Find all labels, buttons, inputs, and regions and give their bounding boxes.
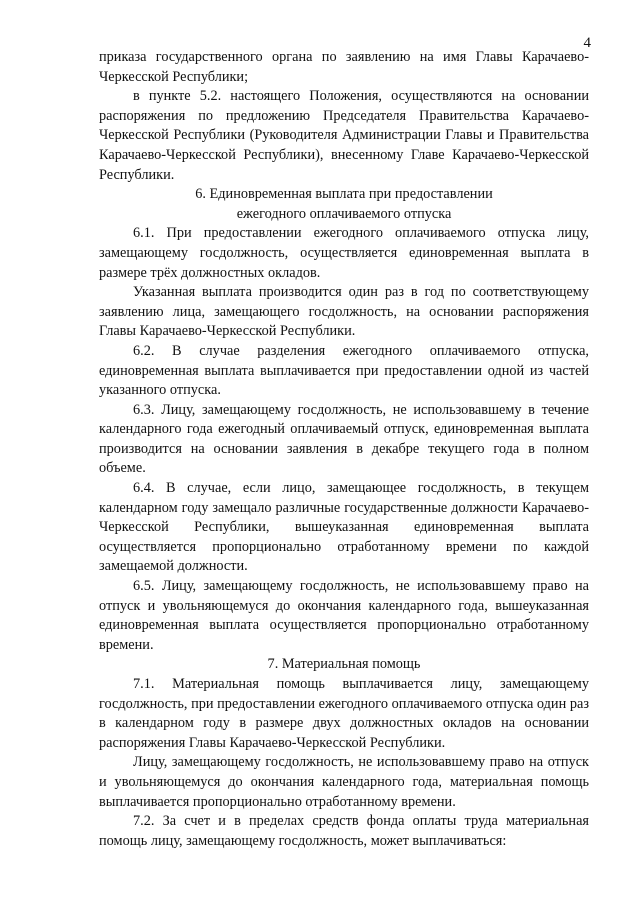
paragraph-6-5: 6.5. Лицу, замещающему госдолжность, не использовавшему право на отпуск и увольняющемуся до окончания календарного года, вышеуказанная единовременная выплата осуществляется пропорционально отработанному времени. — [99, 578, 589, 653]
paragraph-6-1: 6.1. При предоставлении ежегодного оплачиваемого отпуска лицу, замещающему госдолжность, осуществляется единовременная выплата в размере трёх должностных окладов. — [99, 225, 589, 281]
section-6-heading-line2: ежегодного оплачиваемого отпуска — [236, 205, 452, 222]
paragraph-7-1: 7.1. Материальная помощь выплачивается лицу, замещающему госдолжность, при предоставлении ежегодного оплачиваемого отпуска один раз в календарном году в размере двух должностных окладов на основании распоряжения Главы Карачаево-Черкесской Республики. — [99, 676, 589, 751]
paragraph-7-2: 7.2. За счет и в пределах средств фонда оплаты труда материальная помощь лицу, замещающему госдолжность, может выплачиваться: — [99, 813, 589, 849]
intro-item-5-2: в пункте 5.2. настоящего Положения, осуществляются на основании распоряжения по предложению Председателя Правительства Карачаево-Черкесской Республики (Руководителя Администрации Главы и Правительства Карачаево-Черкесской Республики), внесенному Главе Карачаево-Черкесской Республики. — [99, 88, 589, 183]
document-body — [99, 48, 589, 851]
paragraph-7-1-extra: Лицу, замещающему госдолжность, не использовавшему право на отпуск и увольняющемуся до окончания календарного года, материальная помощь выплачивается пропорционально отработанному времени. — [99, 754, 589, 810]
section-6-heading-line1: 6. Единовременная выплата при предоставлении — [195, 186, 493, 203]
page-number: 4 — [583, 35, 591, 51]
intro-continuation: приказа государственного органа по заявлению на имя Главы Карачаево-Черкесской Республики; — [99, 49, 589, 85]
paragraph-6-2: 6.2. В случае разделения ежегодного оплачиваемого отпуска, единовременная выплата выплачивается при предоставлении одной из частей указанного отпуска. — [99, 342, 589, 399]
paragraph-6-1-extra: Указанная выплата производится один раз в год по соответствующему заявлению лица, замещающего госдолжность, на основании распоряжения Главы Карачаево-Черкесской Республики. — [99, 284, 589, 340]
paragraph-6-4: 6.4. В случае, если лицо, замещающее госдолжность, в текущем календарном году замещало различные государственные должности Карачаево-Черкесской Республики, вышеуказанная единовременная выплата осуществляется пропорционально отработанному времени по каждой замещаемой должности. — [99, 480, 589, 575]
section-7-heading: 7. Материальная помощь — [267, 656, 421, 673]
paragraph-6-3: 6.3. Лицу, замещающему госдолжность, не использовавшему в течение календарного года ежегодный оплачиваемый отпуск, единовременная выплата производится на основании заявления в декабре текущего года в полном объеме. — [99, 401, 589, 477]
section-6-heading — [99, 185, 589, 224]
